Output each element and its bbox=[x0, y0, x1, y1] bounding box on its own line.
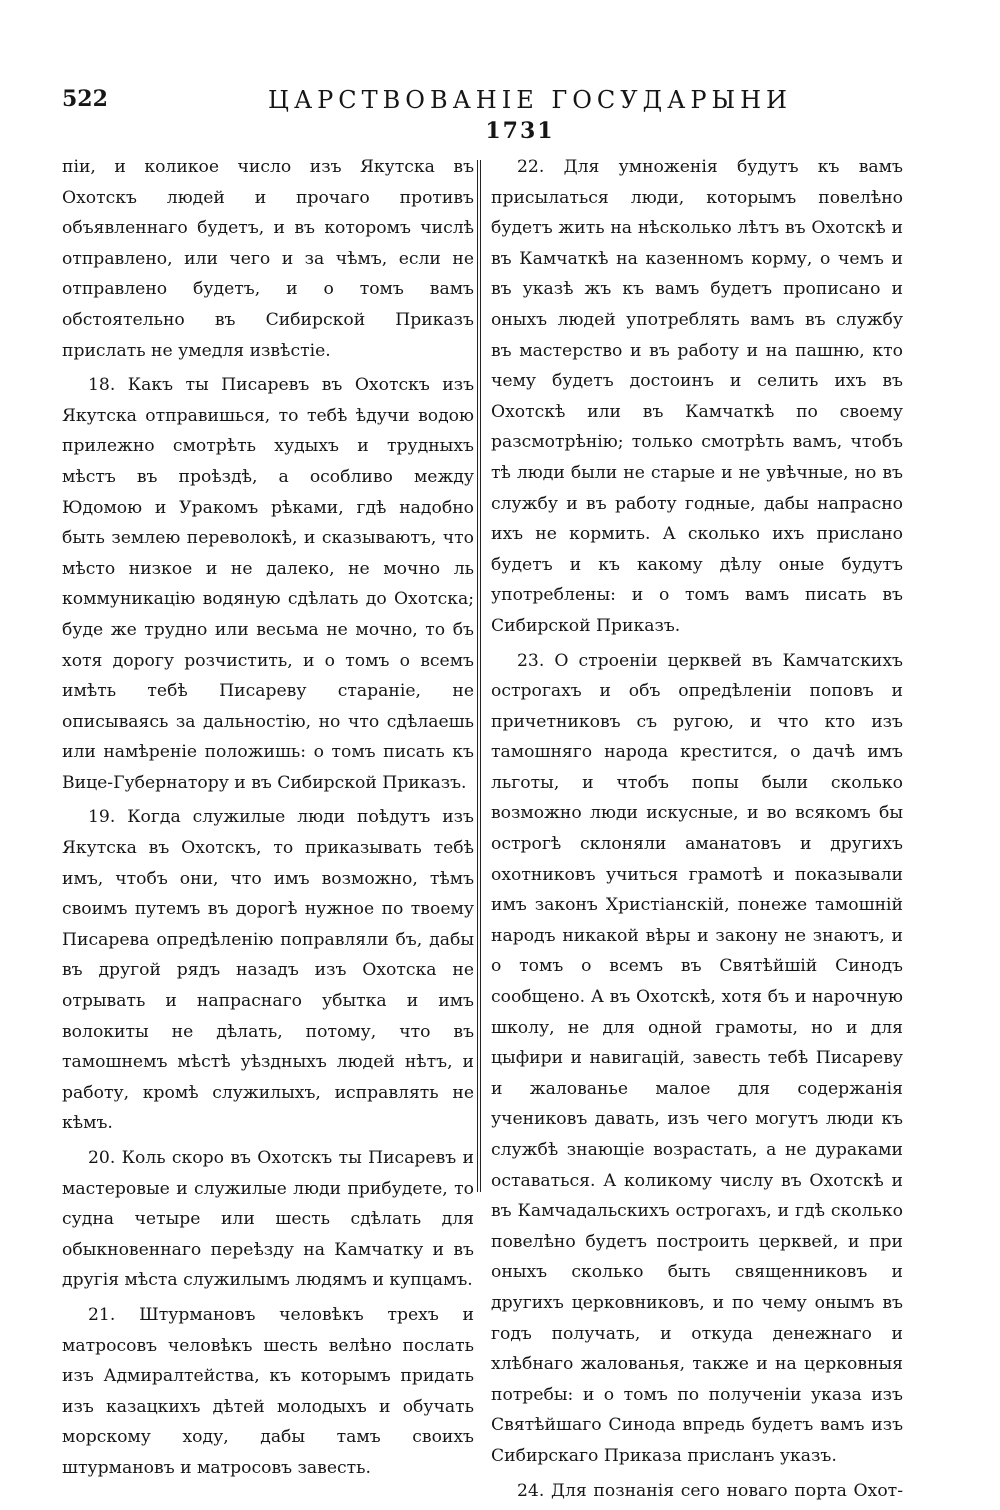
right-column bbox=[491, 152, 903, 1510]
paragraph-19: 19. Когда служилые люди поѣдутъ изъ Якутска въ Охотскъ, то приказывать тебѣ имъ, чтобъ они, что имъ возможно, тѣмъ своимъ путемъ въ дорогѣ нужное по твоему Писарева опредѣленію поправляли бъ, дабы въ другой рядъ назадъ изъ Охотска не отрывать и напраснаго убытка и имъ волокиты не дѣлать, потому, что въ тамошнемъ мѣстѣ уѣздныхъ людей нѣтъ, и работу, кромѣ служилыхъ, исправлять не кѣмъ. bbox=[62, 807, 474, 1134]
paragraph-17-continued: піи, и коликое число изъ Якутска въ Охотскъ людей и прочаго противъ объявленнаго будетъ, и въ которомъ числѣ отправлено, или чего и за чѣмъ, если не отправлено будетъ, и о томъ вамъ обстоятельно въ Сибирской Приказъ прислать не умедля извѣстіе. bbox=[62, 157, 474, 361]
paragraph-20: 20. Коль скоро въ Охотскъ ты Писаревъ и мастеровые и служилые люди прибудете, то судна четыре или шесть сдѣлать для обыкновеннаго переѣзду на Камчатку и въ другія мѣста служилымъ людямъ и купцамъ. bbox=[62, 1148, 474, 1291]
left-column bbox=[62, 152, 474, 1488]
column-divider bbox=[477, 160, 481, 1192]
paragraph-23: 23. О строеніи церквей въ Камчатскихъ острогахъ и объ опредѣленіи поповъ и причетниковъ съ ругою, и что кто изъ тамошняго народа крестится, о дачѣ имъ льготы, и чтобъ попы были сколько возможно люди искусные, и во всякомъ бы острогѣ склоняли аманатовъ и другихъ охотниковъ учиться грамотѣ и показывали имъ законъ Христіанскій, понеже тамошній народъ никакой вѣры и закону не знаютъ, и о томъ о всемъ въ Святѣйшій Синодъ сообщено. А въ Охотскѣ, хотя бъ и нарочную школу, не для одной грамоты, но и для цыфири и навигацій, завесть тебѣ Писареву и жалованье малое для содержанія учениковъ давать, изъ чего могутъ люди къ службѣ знающіе возрастать, а не дураками оставаться. А коликому числу въ Охотскѣ и въ Камчадальскихъ острогахъ, и гдѣ сколько повелѣно будетъ построить церквей, и при оныхъ сколько быть священниковъ и другихъ церковниковъ, и по чему онымъ въ годъ получать, и откуда денежнаго и хлѣбнаго жалованья, также и на церковныя потребы: и о томъ по полученіи указа изъ Святѣйшаго Синода впредь будетъ вамъ изъ Сибирскаго Приказа присланъ указъ. bbox=[491, 650, 903, 1466]
page-number: 522 bbox=[62, 86, 108, 112]
running-title: ЦАРСТВОВАНІЕ ГОСУДАРЫНИ bbox=[268, 86, 792, 114]
paragraph-21: 21. Штурмановъ человѣкъ трехъ и матросовъ человѣкъ шесть велѣно послать изъ Адмиралтейства, къ которымъ придать изъ казацкихъ дѣтей молодыхъ и обучать морскому ходу, дабы тамъ своихъ штурмановъ и матросовъ завесть. bbox=[62, 1304, 474, 1478]
paragraph-18: 18. Какъ ты Писаревъ въ Охотскъ изъ Якутска отправишься, то тебѣ ѣдучи водою прилежно смотрѣть худыхъ и трудныхъ мѣстъ въ проѣздѣ, а особливо между Юдомою и Уракомъ рѣками, гдѣ надобно быть землею переволокѣ, и сказываютъ, что мѣсто низкое и не далеко, не мочно ль коммуникацію водяную сдѣлать до Охотска; буде же трудно или весьма не мочно, то бъ хотя дорогу розчистить, и о томъ о всемъ имѣть тебѣ Писареву стараніе, не описываясь за дальностію, но что сдѣлаешь или намѣреніе положишь: о томъ писать къ Вице-Губернатору и въ Сибирской Приказъ. bbox=[62, 375, 474, 793]
paragraph-22: 22. Для умноженія будутъ къ вамъ присылаться люди, которымъ повелѣно будетъ жить на нѣсколько лѣтъ въ Охотскѣ и въ Камчаткѣ на казенномъ корму, о чемъ и въ указѣ жъ къ вамъ будетъ прописано и оныхъ людей употреблять вамъ въ службу въ мастерство и въ работу и на пашню, кто чему будетъ достоинъ и селить ихъ въ Охотскѣ или въ Камчаткѣ по своему разсмотрѣнію; только смотрѣть вамъ, чтобъ тѣ люди были не старые и не увѣчные, но въ службу и въ работу годные, дабы напрасно ихъ не кормить. А сколько ихъ прислано будетъ и къ какому дѣлу оные будутъ употреблены: и о томъ вамъ писать въ Сибирской Приказъ. bbox=[491, 157, 903, 636]
year-heading: 1731 bbox=[485, 118, 555, 144]
paragraph-24-start: 24. Для познанія сего новаго порта Охот- bbox=[517, 1480, 903, 1501]
